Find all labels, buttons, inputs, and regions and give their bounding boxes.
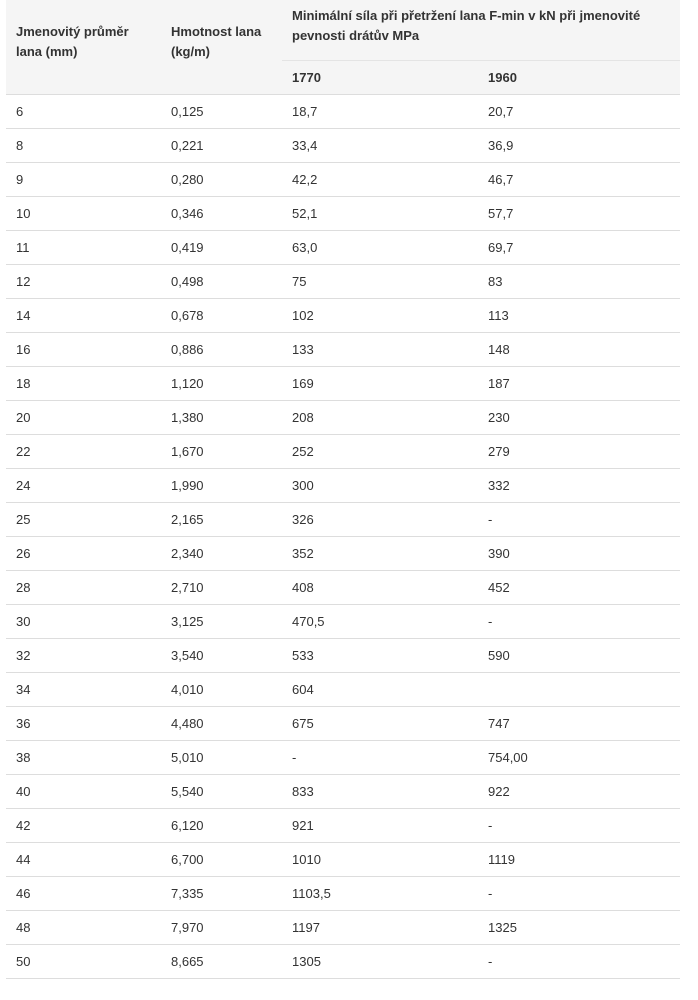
cell-diameter: 26 <box>6 537 161 571</box>
table-row <box>6 673 680 707</box>
cell-mass: 0,678 <box>161 299 282 333</box>
cell-force-1770: 408 <box>282 571 478 605</box>
cell-force-1960: 590 <box>478 639 680 673</box>
cell-force-1770: 833 <box>282 775 478 809</box>
cell-force-1960: - <box>478 877 680 911</box>
cell-mass: 5,540 <box>161 775 282 809</box>
cell-force-1770: 33,4 <box>282 129 478 163</box>
cell-force-1770: 252 <box>282 435 478 469</box>
table-row <box>6 537 680 571</box>
cell-force-1770: 1197 <box>282 911 478 945</box>
cell-diameter: 6 <box>6 95 161 129</box>
cell-diameter: 24 <box>6 469 161 503</box>
table-row <box>6 333 680 367</box>
cell-mass: 0,419 <box>161 231 282 265</box>
cell-force-1770: 300 <box>282 469 478 503</box>
cell-force-1770: 133 <box>282 333 478 367</box>
cell-diameter: 25 <box>6 503 161 537</box>
table-row <box>6 435 680 469</box>
table-row <box>6 197 680 231</box>
cell-force-1770: 326 <box>282 503 478 537</box>
table-row <box>6 231 680 265</box>
table-row <box>6 741 680 775</box>
table-row <box>6 945 680 979</box>
table-row <box>6 639 680 673</box>
cell-diameter: 16 <box>6 333 161 367</box>
cell-mass: 4,010 <box>161 673 282 707</box>
cell-force-1770: 533 <box>282 639 478 673</box>
cell-force-1960: 390 <box>478 537 680 571</box>
cell-mass: 0,886 <box>161 333 282 367</box>
cell-diameter: 14 <box>6 299 161 333</box>
cell-diameter: 46 <box>6 877 161 911</box>
header-strength-1770: 1770 <box>282 61 478 95</box>
cell-diameter: 36 <box>6 707 161 741</box>
cell-diameter: 9 <box>6 163 161 197</box>
cell-mass: 0,498 <box>161 265 282 299</box>
cell-mass: 3,125 <box>161 605 282 639</box>
cell-diameter: 11 <box>6 231 161 265</box>
cell-force-1770: 52,1 <box>282 197 478 231</box>
cell-force-1960 <box>478 673 680 707</box>
cell-force-1960: 922 <box>478 775 680 809</box>
cell-force-1770: 352 <box>282 537 478 571</box>
header-strength-1960: 1960 <box>478 61 680 95</box>
cell-force-1960: 747 <box>478 707 680 741</box>
cell-force-1770: 1305 <box>282 945 478 979</box>
cell-force-1770: 675 <box>282 707 478 741</box>
cell-mass: 6,700 <box>161 843 282 877</box>
cell-force-1960: 452 <box>478 571 680 605</box>
table-row <box>6 877 680 911</box>
cell-diameter: 18 <box>6 367 161 401</box>
cell-mass: 1,380 <box>161 401 282 435</box>
cell-mass: 7,970 <box>161 911 282 945</box>
rope-table-container <box>6 0 686 979</box>
table-row <box>6 95 680 129</box>
cell-force-1960: 187 <box>478 367 680 401</box>
cell-diameter: 32 <box>6 639 161 673</box>
cell-force-1960: 1325 <box>478 911 680 945</box>
header-row-main <box>6 0 680 61</box>
cell-mass: 8,665 <box>161 945 282 979</box>
cell-diameter: 8 <box>6 129 161 163</box>
rope-specs-table <box>6 0 680 979</box>
cell-mass: 0,125 <box>161 95 282 129</box>
cell-force-1960: - <box>478 605 680 639</box>
cell-mass: 4,480 <box>161 707 282 741</box>
cell-diameter: 42 <box>6 809 161 843</box>
cell-diameter: 50 <box>6 945 161 979</box>
cell-force-1960: 230 <box>478 401 680 435</box>
cell-mass: 2,340 <box>161 537 282 571</box>
header-diameter: Jmenovitý průměr lana (mm) <box>6 0 161 95</box>
cell-force-1770: 1103,5 <box>282 877 478 911</box>
cell-diameter: 10 <box>6 197 161 231</box>
cell-force-1960: 69,7 <box>478 231 680 265</box>
cell-force-1770: 921 <box>282 809 478 843</box>
cell-diameter: 20 <box>6 401 161 435</box>
table-row <box>6 503 680 537</box>
table-row <box>6 299 680 333</box>
cell-mass: 0,280 <box>161 163 282 197</box>
cell-mass: 0,346 <box>161 197 282 231</box>
header-mass: Hmotnost lana (kg/m) <box>161 0 282 95</box>
table-header <box>6 0 680 95</box>
cell-force-1960: 279 <box>478 435 680 469</box>
cell-force-1770: 1010 <box>282 843 478 877</box>
cell-force-1770: - <box>282 741 478 775</box>
cell-force-1960: - <box>478 945 680 979</box>
cell-mass: 6,120 <box>161 809 282 843</box>
cell-force-1960: - <box>478 503 680 537</box>
cell-diameter: 44 <box>6 843 161 877</box>
cell-force-1960: 754,00 <box>478 741 680 775</box>
table-row <box>6 129 680 163</box>
cell-diameter: 48 <box>6 911 161 945</box>
cell-force-1770: 42,2 <box>282 163 478 197</box>
cell-diameter: 40 <box>6 775 161 809</box>
table-row <box>6 265 680 299</box>
cell-force-1960: 20,7 <box>478 95 680 129</box>
cell-force-1770: 18,7 <box>282 95 478 129</box>
cell-force-1770: 102 <box>282 299 478 333</box>
table-row <box>6 605 680 639</box>
cell-force-1770: 75 <box>282 265 478 299</box>
cell-force-1770: 470,5 <box>282 605 478 639</box>
cell-force-1960: 36,9 <box>478 129 680 163</box>
cell-diameter: 22 <box>6 435 161 469</box>
table-row <box>6 571 680 605</box>
table-row <box>6 401 680 435</box>
cell-force-1770: 208 <box>282 401 478 435</box>
cell-force-1960: 1119 <box>478 843 680 877</box>
table-row <box>6 775 680 809</box>
cell-force-1960: 57,7 <box>478 197 680 231</box>
table-row <box>6 809 680 843</box>
cell-force-1960: - <box>478 809 680 843</box>
table-row <box>6 367 680 401</box>
header-min-breaking-force: Minimální síla při přetržení lana F-min v kN při jmenovité pevnosti drátův MPa <box>282 0 680 61</box>
table-row <box>6 843 680 877</box>
cell-mass: 2,710 <box>161 571 282 605</box>
cell-diameter: 30 <box>6 605 161 639</box>
cell-mass: 5,010 <box>161 741 282 775</box>
cell-force-1770: 604 <box>282 673 478 707</box>
cell-mass: 3,540 <box>161 639 282 673</box>
table-row <box>6 469 680 503</box>
cell-force-1960: 46,7 <box>478 163 680 197</box>
cell-mass: 1,990 <box>161 469 282 503</box>
cell-diameter: 34 <box>6 673 161 707</box>
cell-force-1960: 332 <box>478 469 680 503</box>
cell-mass: 0,221 <box>161 129 282 163</box>
cell-diameter: 28 <box>6 571 161 605</box>
cell-force-1770: 169 <box>282 367 478 401</box>
cell-force-1770: 63,0 <box>282 231 478 265</box>
cell-force-1960: 83 <box>478 265 680 299</box>
cell-mass: 1,670 <box>161 435 282 469</box>
cell-mass: 2,165 <box>161 503 282 537</box>
table-row <box>6 707 680 741</box>
cell-force-1960: 113 <box>478 299 680 333</box>
cell-diameter: 38 <box>6 741 161 775</box>
cell-force-1960: 148 <box>478 333 680 367</box>
cell-diameter: 12 <box>6 265 161 299</box>
table-body <box>6 95 680 979</box>
table-row <box>6 911 680 945</box>
cell-mass: 1,120 <box>161 367 282 401</box>
table-row <box>6 163 680 197</box>
cell-mass: 7,335 <box>161 877 282 911</box>
